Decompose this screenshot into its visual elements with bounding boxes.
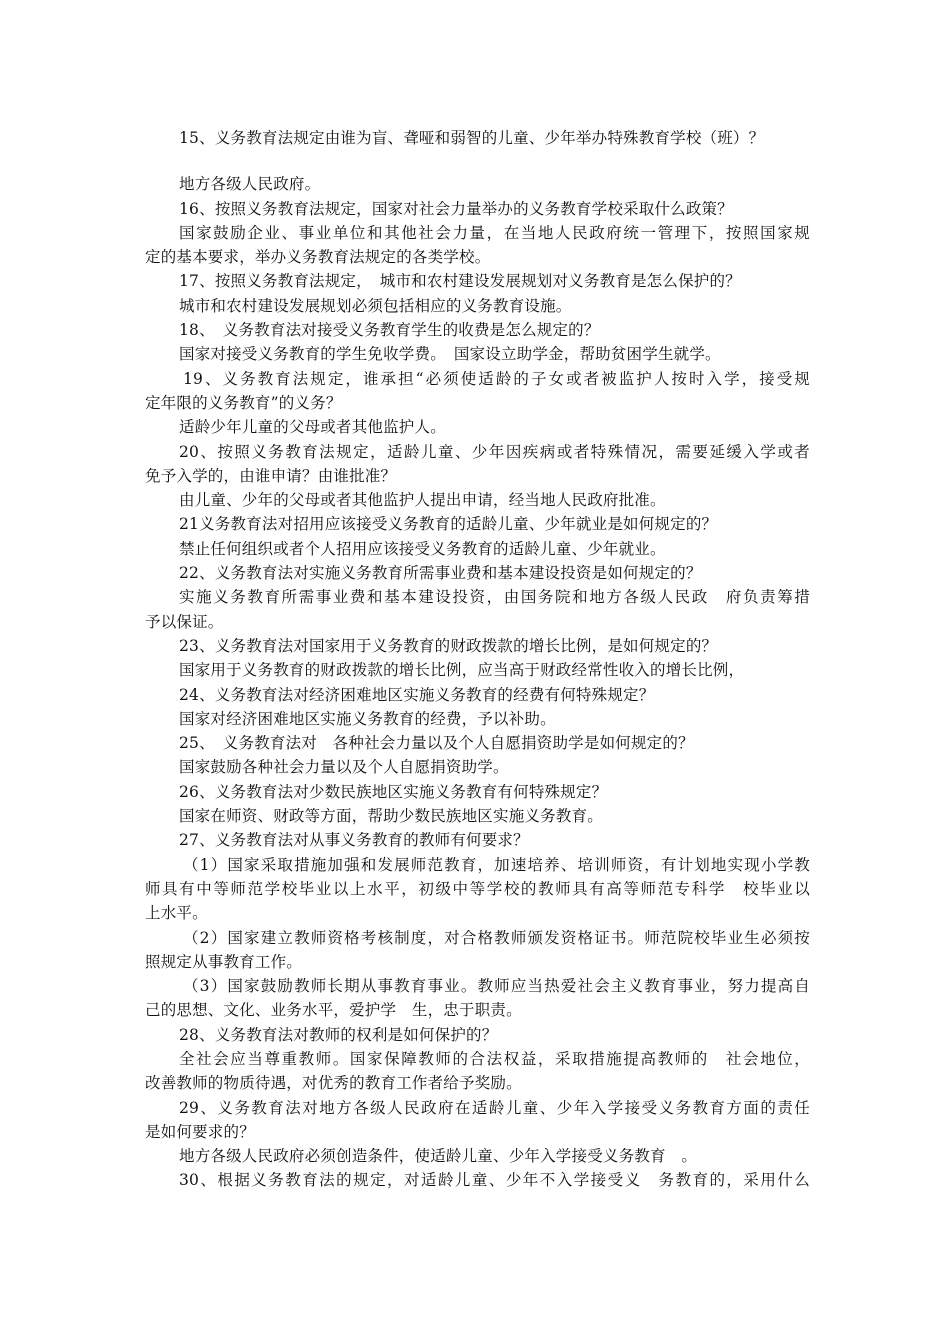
- question-22: 22、义务教育法对实施义务教育所需事业费和基本建设投资是如何规定的？: [179, 564, 702, 583]
- answer-28-line-1: 全社会应当尊重教师。国家保障教师的合法权益，采取措施提高教师的 社会地位，: [179, 1049, 810, 1068]
- question-29-line-1: 29、义务教育法对地方各级人民政府在适龄儿童、少年入学接受义务教育方面的责任: [179, 1098, 810, 1117]
- question-20-line-1: 20、按照义务教育法规定，适龄儿童、少年因疾病或者特殊情况，需要延缓入学或者: [179, 442, 810, 461]
- question-27: 27、义务教育法对从事义务教育的教师有何要求？: [179, 831, 529, 850]
- question-17: 17、按照义务教育法规定， 城市和农村建设发展规划对义务教育是怎么保护的？: [179, 272, 741, 291]
- answer-25: 国家鼓励各种社会力量以及个人自愿捐资助学。: [179, 758, 509, 777]
- answer-27-item-1-line-3: 上水平。: [145, 904, 208, 923]
- answer-27-item-1-line-1: （1）国家采取措施加强和发展师范教育，加速培养、培训师资，有计划地实现小学教: [183, 855, 810, 874]
- question-29-line-2: 是如何要求的？: [145, 1122, 255, 1141]
- question-30-line-1: 30、根据义务教育法的规定，对适龄儿童、少年不入学接受义 务教育的，采用什么: [179, 1171, 810, 1190]
- question-28: 28、义务教育法对教师的权利是如何保护的？: [179, 1025, 498, 1044]
- question-16: 16、按照义务教育法规定，国家对社会力量举办的义务教育学校采取什么政策？: [179, 199, 733, 218]
- question-23: 23、义务教育法对国家用于义务教育的财政拨款的增长比例，是如何规定的？: [179, 636, 718, 655]
- question-15: 15、义务教育法规定由谁为盲、聋哑和弱智的儿童、少年举办特殊教育学校（班）？: [179, 129, 765, 147]
- answer-19: 适龄少年儿童的父母或者其他监护人。: [179, 418, 446, 437]
- answer-28-line-2: 改善教师的物质待遇，对优秀的教育工作者给予奖励。: [145, 1074, 522, 1093]
- answer-24: 国家对经济困难地区实施义务教育的经费，予以补助。: [179, 709, 556, 728]
- question-25: 25、 义务教育法对 各种社会力量以及个人自愿捐资助学是如何规定的？: [179, 734, 694, 753]
- question-24: 24、义务教育法对经济困难地区实施义务教育的经费有何特殊规定？: [179, 685, 655, 704]
- answer-16-line-2: 定的基本要求，举办义务教育法规定的各类学校。: [145, 248, 491, 267]
- answer-29: 地方各级人民政府必须创造条件，使适龄儿童、少年入学接受义务教育 。: [179, 1147, 698, 1166]
- answer-18: 国家对接受义务教育的学生免收学费。 国家设立助学金，帮助贫困学生就学。: [179, 345, 721, 364]
- answer-21: 禁止任何组织或者个人招用应该接受义务教育的适龄儿童、少年就业。: [179, 539, 666, 558]
- question-21: 21义务教育法对招用应该接受义务教育的适龄儿童、少年就业是如何规定的？: [179, 515, 718, 534]
- answer-22-line-2: 予以保证。: [145, 612, 224, 631]
- question-26: 26、义务教育法对少数民族地区实施义务教育有何特殊规定？: [179, 782, 608, 801]
- answer-16-line-1: 国家鼓励企业、事业单位和其他社会力量，在当地人民政府统一管理下，按照国家规: [179, 223, 810, 242]
- question-18: 18、 义务教育法对接受义务教育学生的收费是怎么规定的？: [179, 321, 600, 340]
- answer-27-item-1-line-2: 师具有中等师范学校毕业以上水平，初级中等学校的教师具有高等师范专科学 校毕业以: [145, 879, 810, 898]
- answer-27-item-3-line-1: （3）国家鼓励教师长期从事教育事业。教师应当热爱社会主义教育事业，努力提高自: [183, 977, 810, 996]
- question-19-line-2: 定年限的义务教育”的义务？: [145, 393, 342, 412]
- answer-22-line-1: 实施义务教育所需事业费和基本建设投资，由国务院和地方各级人民政 府负责筹措: [179, 588, 810, 607]
- question-20-line-2: 免予入学的，由谁申请？由谁批准？: [145, 466, 397, 485]
- answer-27-item-3-line-2: 己的思想、文化、业务水平，爱护学 生，忠于职责。: [145, 1001, 522, 1020]
- answer-27-item-2-line-1: （2）国家建立教师资格考核制度，对合格教师颁发资格证书。师范院校毕业生必须按: [183, 928, 810, 947]
- document-body: [145, 126, 810, 1193]
- answer-23: 国家用于义务教育的财政拨款的增长比例，应当高于财政经常性收入的增长比例，: [179, 661, 745, 680]
- question-19-line-1: 19、义务教育法规定，谁承担“必须使适龄的子女或者被监护人按时入学，接受规: [183, 369, 810, 388]
- answer-15: 地方各级人民政府。: [179, 175, 321, 194]
- answer-17: 城市和农村建设发展规划必须包括相应的义务教育设施。: [179, 296, 572, 315]
- answer-20: 由儿童、少年的父母或者其他监护人提出申请，经当地人民政府批准。: [179, 491, 666, 510]
- answer-27-item-2-line-2: 照规定从事教育工作。: [145, 952, 303, 971]
- answer-26: 国家在师资、财政等方面，帮助少数民族地区实施义务教育。: [179, 807, 603, 826]
